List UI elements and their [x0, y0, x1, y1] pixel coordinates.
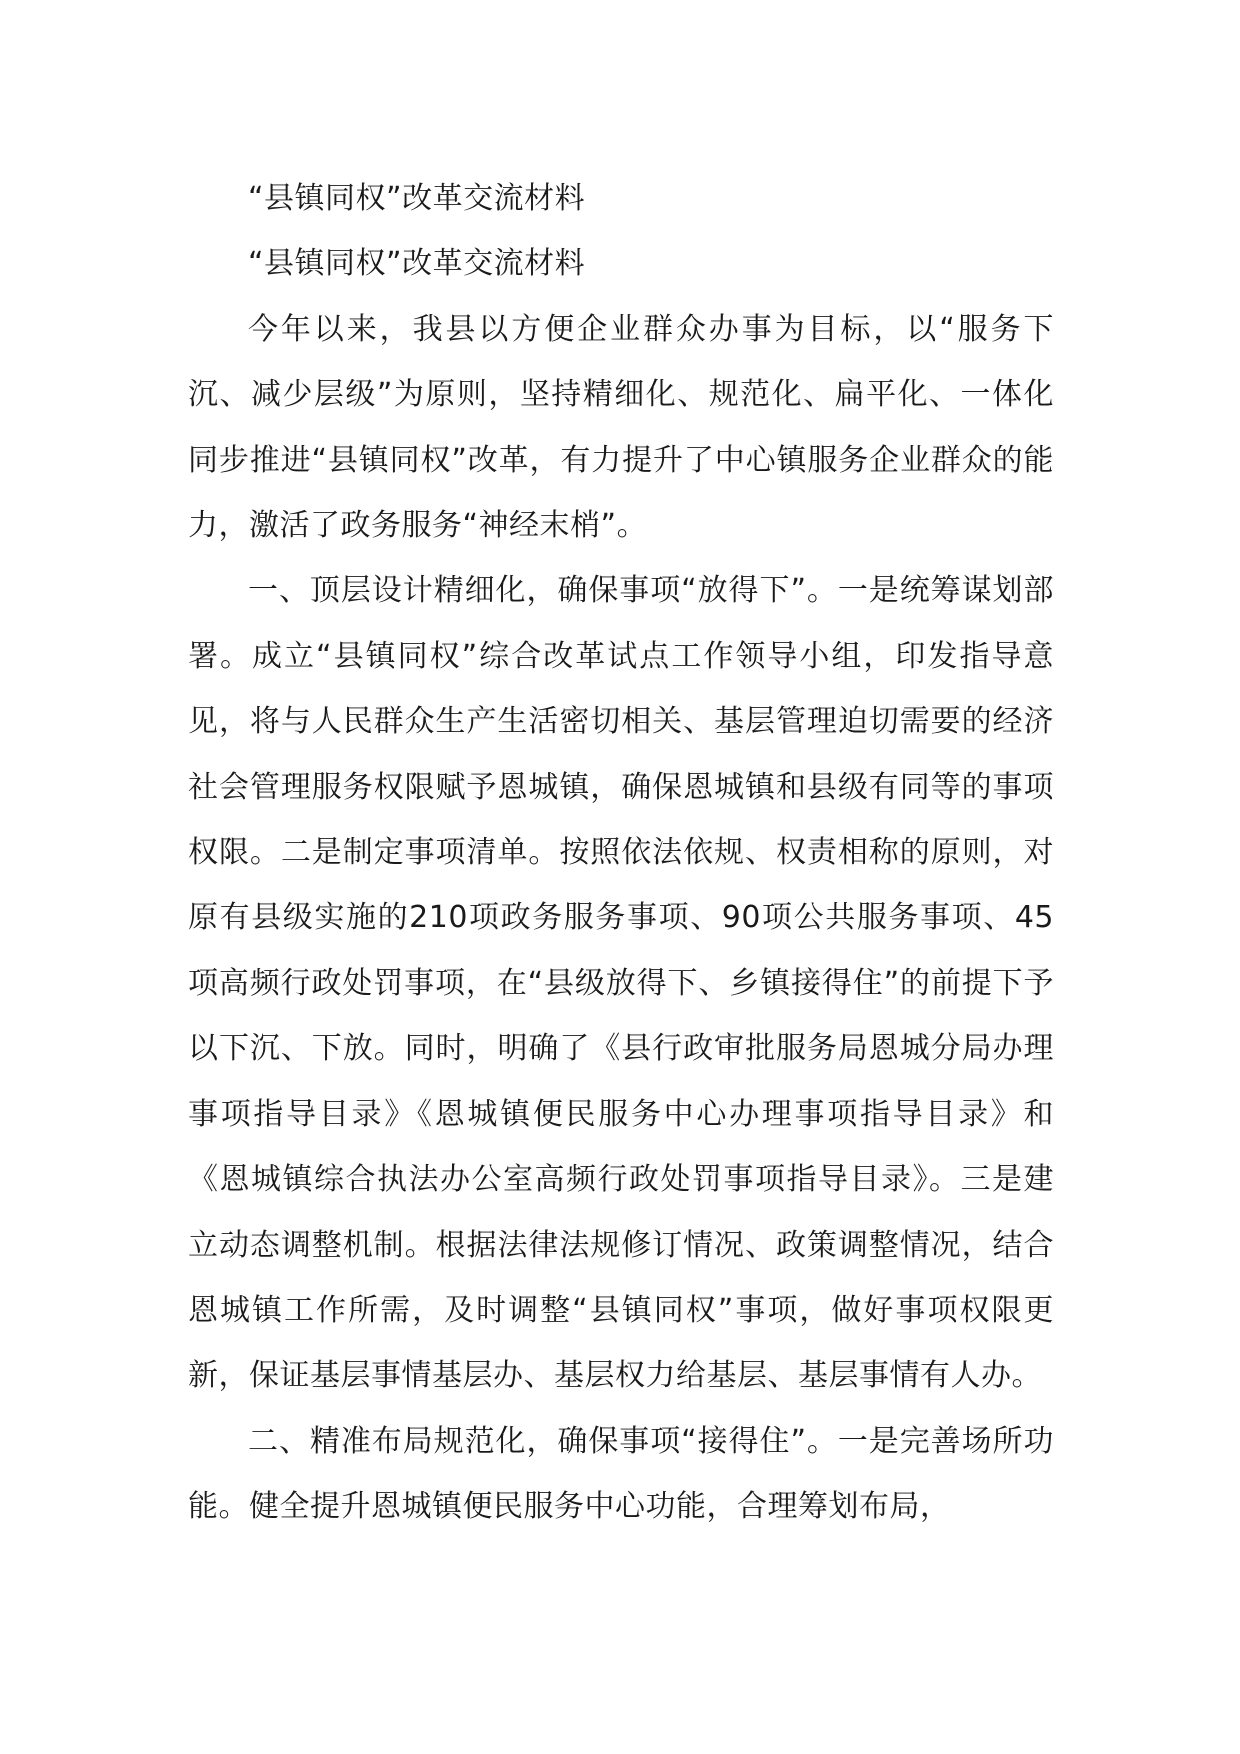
document-title: “县镇同权”改革交流材料 — [248, 181, 586, 216]
paragraph-section-2: 二、精准布局规范化，确保事项“接得住”。一是完善场所功能。健全提升恩城镇便民服务中心功能，合理筹划布局， — [188, 1423, 1054, 1525]
document-title-repeat: “县镇同权”改革交流材料 — [248, 246, 586, 282]
document-body — [188, 166, 1054, 1540]
paragraph-section-1: 一、顶层设计精细化，确保事项“放得下”。一是统筹谋划部署。成立“县镇同权”综合改革试点工作领导小组，印发指导意见，将与人民群众生产生活密切相关、基层管理迫切需要的经济社会管理服务权限赋予恩城镇，确保恩城镇和县级有同等的事项权限。二是制定事项清单。按照依法依规、权责相称的原则，对原有县级实施的210项政务服务事项、90项公共服务事项、45项高频行政处罚事项，在“县级放得下、乡镇接得住”的前提下予以下沉、下放。同时，明确了《县行政审批服务局恩城分局办理事项指导目录》《恩城镇便民服务中心办理事项指导目录》和《恩城镇综合执法办公室高频行政处罚事项指导目录》。三是建立动态调整机制。根据法律法规修订情况、政策调整情况，结合恩城镇工作所需，及时调整“县镇同权”事项，做好事项权限更新，保证基层事情基层办、基层权力给基层、基层事情有人办。 — [188, 573, 1054, 1394]
paragraph-intro: 今年以来，我县以方便企业群众办事为目标，以“服务下沉、减少层级”为原则，坚持精细化、规范化、扁平化、一体化同步推进“县镇同权”改革，有力提升了中心镇服务企业群众的能力，激活了政务服务“神经末梢”。 — [188, 311, 1054, 544]
